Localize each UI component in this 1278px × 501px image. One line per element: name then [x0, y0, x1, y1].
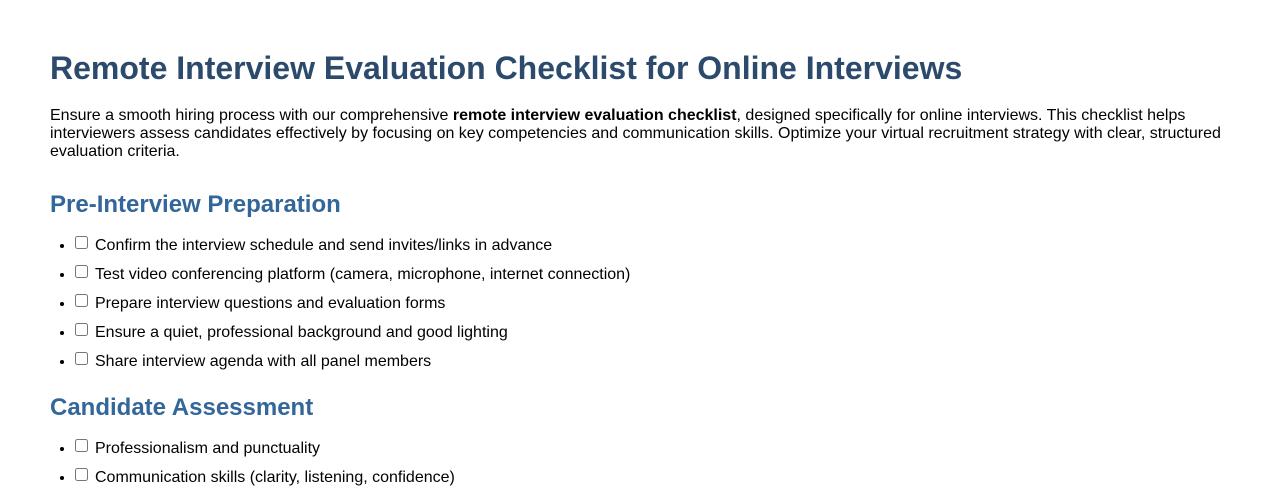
- list-item: [75, 236, 1228, 255]
- intro-paragraph: [50, 107, 1228, 161]
- list-item: [75, 294, 1228, 313]
- item-label: Ensure a quiet, professional background and good lighting: [95, 324, 508, 341]
- section-heading-pre-interview: Pre-Interview Preparation: [50, 191, 341, 218]
- checkbox[interactable]: [75, 265, 88, 278]
- intro-text-1: Ensure a smooth hiring process with our comprehensive: [50, 107, 453, 124]
- item-label: Share interview agenda with all panel members: [95, 353, 432, 370]
- checkbox[interactable]: [75, 439, 88, 452]
- list-item: [75, 265, 1228, 284]
- pre-interview-checklist: [50, 236, 1228, 371]
- checkbox[interactable]: [75, 294, 88, 307]
- intro-bold-keyword: remote interview evaluation checklist: [452, 107, 737, 124]
- list-item: [75, 439, 1228, 458]
- section-heading-candidate-assessment: Candidate Assessment: [50, 394, 314, 421]
- page-title: Remote Interview Evaluation Checklist for Online Interviews: [50, 50, 963, 86]
- list-item: [75, 323, 1228, 342]
- intro-text-2: , designed specifically for online interviews. This checklist helps interviewers assess candidates effectively by focusing on key competencies and communication skills. Optimize your virtual recruitment strategy with clear, structured evaluation criteria.: [50, 107, 1221, 160]
- checkbox[interactable]: [75, 323, 88, 336]
- list-item: [75, 468, 1228, 487]
- item-label: Prepare interview questions and evaluation forms: [95, 295, 446, 312]
- item-label: Communication skills (clarity, listening, confidence): [95, 469, 455, 486]
- list-item: [75, 352, 1228, 371]
- item-label: Test video conferencing platform (camera, microphone, internet connection): [95, 266, 631, 283]
- checkbox[interactable]: [75, 236, 88, 249]
- checkbox[interactable]: [75, 468, 88, 481]
- candidate-assessment-checklist: [50, 439, 1228, 487]
- item-label: Confirm the interview schedule and send invites/links in advance: [95, 237, 553, 254]
- item-label: Professionalism and punctuality: [95, 440, 321, 457]
- checkbox[interactable]: [75, 352, 88, 365]
